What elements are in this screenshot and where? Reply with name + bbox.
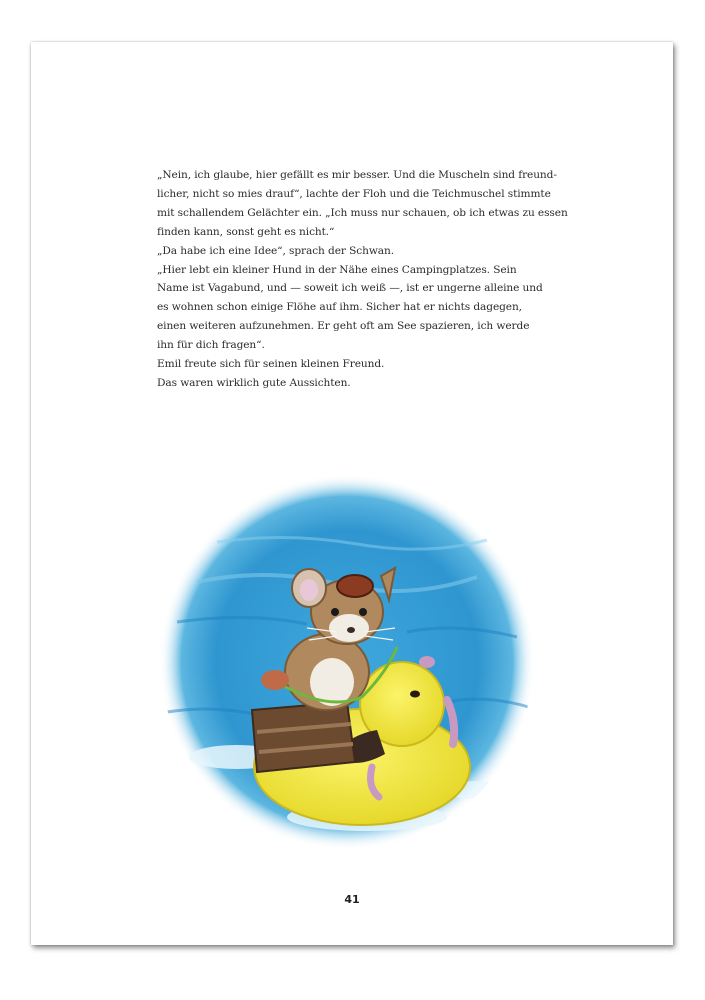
book-page [31,42,673,945]
body-text [157,166,568,393]
text-line: mit schallendem Gelächter ein. „Ich muss nur schauen, ob ich etwas zu essen [157,206,568,219]
text-line: Name ist Vagabund, und — soweit ich weiß —, ist er ungerne alleine und [157,282,543,295]
text-line: „Da habe ich eine Idee“, sprach der Schwan. [157,244,394,257]
text-line: Das waren wirklich gute Aussichten. [157,376,351,389]
text-line: ihn für dich fragen“. [157,339,265,352]
text-line: licher, nicht so mies drauf“, lachte der Floh und die Teichmuschel stimmte [157,187,551,200]
wooden-raft [252,702,355,772]
page-number: 41 [344,893,360,906]
text-line: Emil freute sich für seinen kleinen Freund. [157,358,385,371]
acorn-cap [337,575,373,597]
text-line: finden kann, sonst geht es nicht.“ [157,225,335,238]
text-line: einen weiteren aufzunehmen. Er geht oft am See spazieren, ich werde [157,320,530,333]
text-line: „Nein, ich glaube, hier gefällt es mir besser. Und die Muscheln sind freund- [157,169,557,181]
text-line: „Hier lebt ein kleiner Hund in der Nähe eines Campingplatzes. Sein [157,263,517,276]
text-line: es wohnen schon einige Flöhe auf ihm. Sicher hat er nichts dagegen, [157,301,522,314]
mouse-on-rubber-duck-illustration [157,472,537,852]
